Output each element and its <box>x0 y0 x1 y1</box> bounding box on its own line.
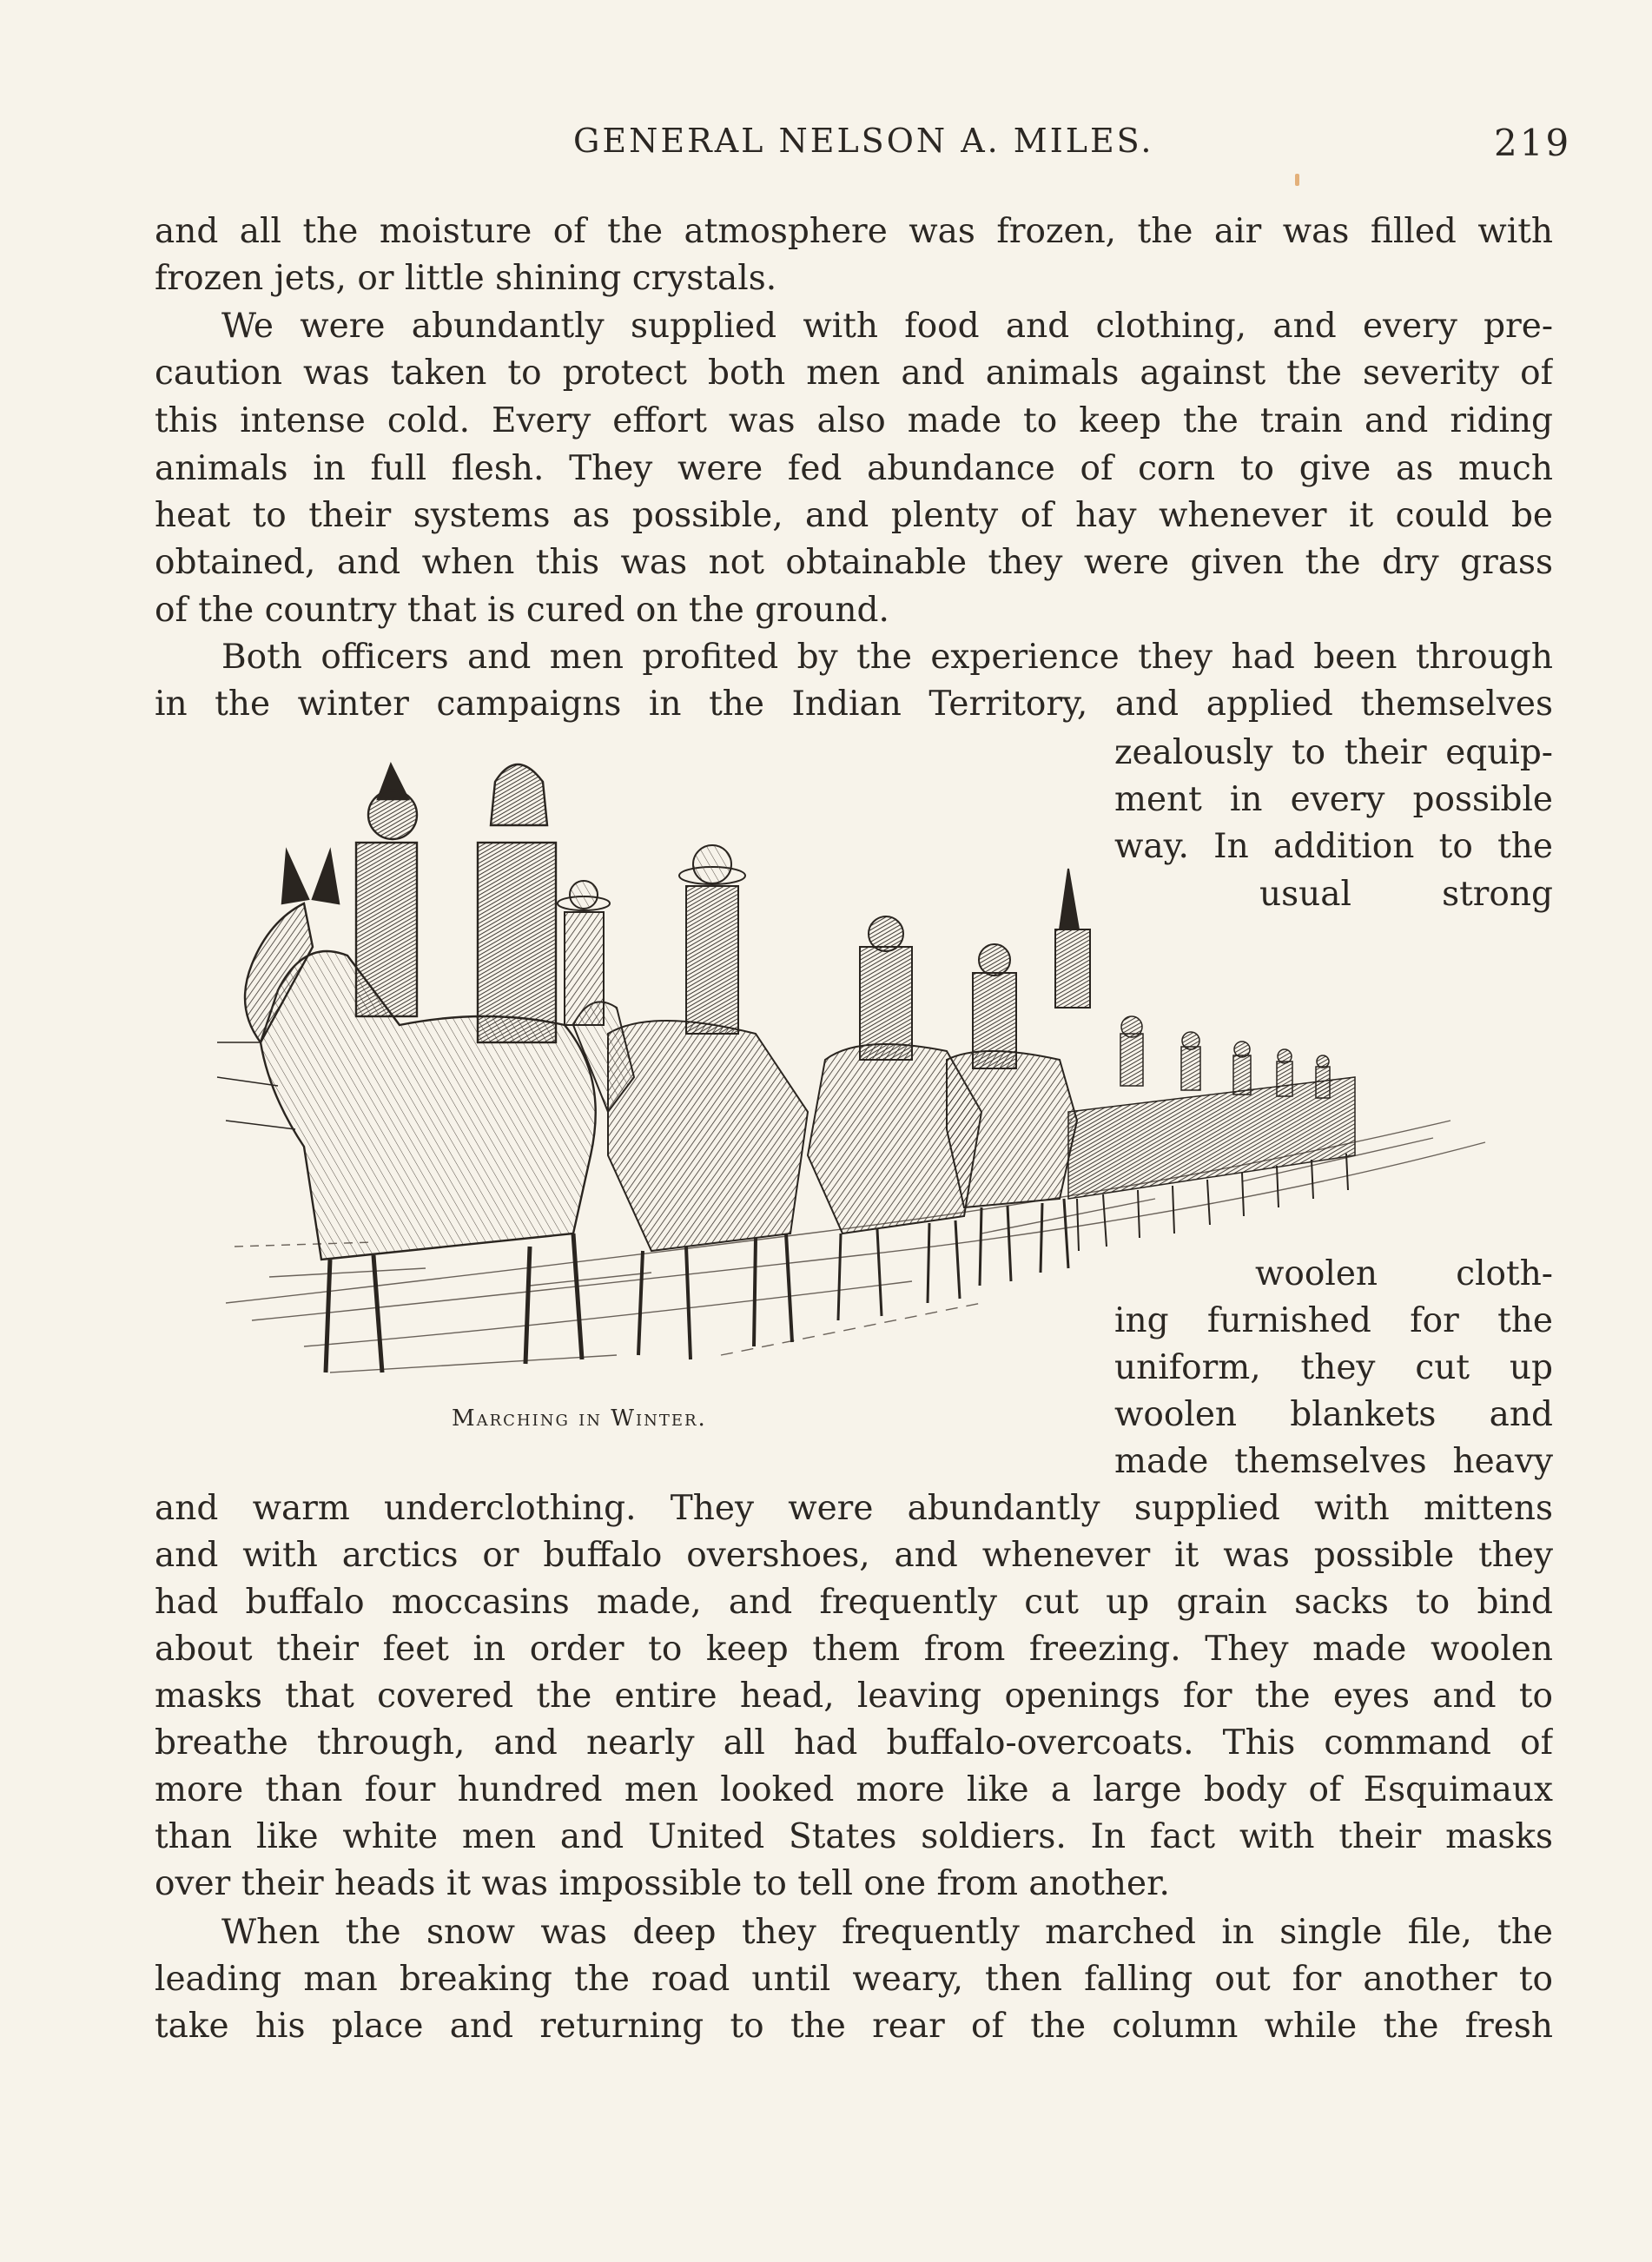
text-line: Both officers and men profited by the experience they had been through <box>221 638 1553 677</box>
text-line: and warm underclothing. They were abundantly supplied with mittens <box>155 1489 1553 1528</box>
text-line: over their heads it was impossible to tell one from another. <box>155 1864 1170 1903</box>
text-line: usual strong <box>1259 875 1553 914</box>
text-line: and with arctics or buffalo overshoes, and whenever it was possible they <box>155 1536 1553 1575</box>
text-line: take his place and returning to the rear of the column while the fresh <box>155 2007 1553 2046</box>
text-line: than like white men and United States soldiers. In fact with their masks <box>155 1817 1553 1856</box>
text-line: of the country that is cured on the ground. <box>155 591 889 630</box>
text-line: frozen jets, or little shining crystals. <box>155 259 777 298</box>
text-line: this intense cold. Every effort was also made to keep the train and riding <box>155 401 1553 440</box>
text-line: in the winter campaigns in the Indian Territory, and applied themselves <box>155 685 1553 724</box>
third-rider <box>558 881 610 1025</box>
running-head <box>0 122 1652 165</box>
text-line: had buffalo moccasins made, and frequently cut up grain sacks to bind <box>155 1583 1553 1622</box>
text-line: ment in every possible <box>1114 780 1553 819</box>
text-line: masks that covered the entire head, leaving openings for the eyes and to <box>155 1677 1553 1716</box>
text-line: made themselves heavy <box>1114 1442 1553 1481</box>
text-line: caution was taken to protect both men and animals against the severity of <box>155 354 1553 393</box>
illustration-caption: Marching in Winter. <box>452 1405 707 1432</box>
text-line: When the snow was deep they frequently marched in single file, the <box>221 1913 1553 1952</box>
text-line: way. In addition to the <box>1114 827 1553 866</box>
text-line: zealously to their equip- <box>1114 733 1553 772</box>
text-line: ing furnished for the <box>1114 1301 1553 1340</box>
text-line: obtained, and when this was not obtainable they were given the dry grass <box>155 543 1553 582</box>
text-line: We were abundantly supplied with food and clothing, and every pre- <box>221 307 1553 346</box>
text-line: heat to their systems as possible, and plenty of hay whenever it could be <box>155 496 1553 535</box>
marching-in-winter-illustration <box>200 747 1520 1390</box>
text-line: woolen cloth- <box>1255 1254 1553 1293</box>
text-line: more than four hundred men looked more like a large body of Esquimaux <box>155 1770 1553 1809</box>
text-line: woolen blankets and <box>1114 1395 1553 1434</box>
text-line: and all the moisture of the atmosphere was frozen, the air was filled with <box>155 212 1553 251</box>
text-line: breathe through, and nearly all had buffalo-overcoats. This command of <box>155 1723 1553 1763</box>
page-number: 219 <box>1494 122 1572 164</box>
text-line: leading man breaking the road until weary, then falling out for another to <box>155 1960 1553 1999</box>
paper-speck <box>1295 174 1299 186</box>
text-line: animals in full flesh. They were fed abundance of corn to give as much <box>155 449 1553 488</box>
second-rider <box>573 845 808 1359</box>
text-line: about their feet in order to keep them from freezing. They made woolen <box>155 1630 1553 1669</box>
running-head-title: GENERAL NELSON A. MILES. <box>573 122 1154 160</box>
foreground-rider <box>217 764 596 1372</box>
text-line: uniform, they cut up <box>1114 1348 1553 1387</box>
middle-riders <box>808 869 1090 1320</box>
